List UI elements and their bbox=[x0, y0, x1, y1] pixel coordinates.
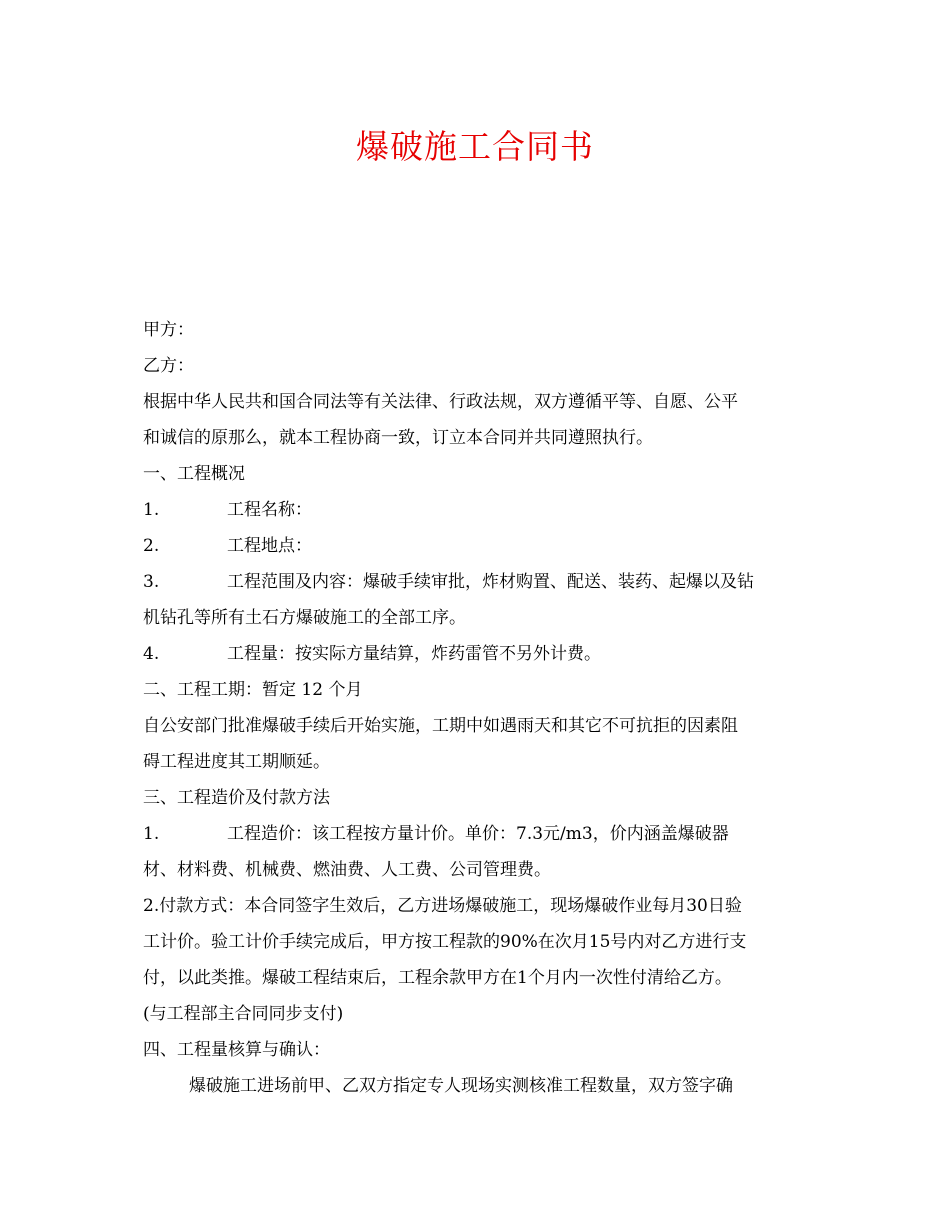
document-body bbox=[143, 312, 811, 1104]
line-text: 二、工程工期：暂定 12 个月 bbox=[143, 680, 363, 700]
line-text: 工计价。验工计价手续完成后，甲方按工程款的90%在次月15号内对乙方进行支 bbox=[143, 932, 747, 952]
line-text: 机钻孔等所有土石方爆破施工的全部工序。 bbox=[143, 608, 466, 628]
paragraph-line bbox=[143, 744, 811, 780]
line-text: 三、工程造价及付款方法 bbox=[143, 788, 330, 808]
document-title: 爆破施工合同书 bbox=[356, 127, 594, 166]
paragraph-line bbox=[143, 960, 811, 996]
paragraph-line bbox=[143, 384, 811, 420]
line-text: 工程名称： bbox=[227, 500, 312, 520]
paragraph-line bbox=[143, 564, 811, 600]
item-number: 2. bbox=[143, 536, 160, 556]
paragraph-line bbox=[143, 528, 811, 564]
line-text: 根据中华人民共和国合同法等有关法律、行政法规，双方遵循平等、自愿、公平 bbox=[143, 392, 738, 412]
line-text: 工程造价：该工程按方量计价。单价：7.3元/m3，价内涵盖爆破器 bbox=[227, 824, 729, 844]
item-number: 1. bbox=[143, 500, 160, 520]
paragraph-line bbox=[143, 420, 811, 456]
line-text: 甲方： bbox=[143, 320, 194, 340]
line-text: 乙方： bbox=[143, 356, 194, 376]
paragraph-line bbox=[143, 852, 811, 888]
paragraph-line bbox=[143, 816, 811, 852]
item-number: 1. bbox=[143, 824, 160, 844]
line-text: 和诚信的原那么，就本工程协商一致，订立本合同并共同遵照执行。 bbox=[143, 428, 653, 448]
paragraph-line bbox=[143, 924, 811, 960]
line-text: (与工程部主合同同步支付) bbox=[143, 1004, 344, 1024]
paragraph-line bbox=[143, 1032, 811, 1068]
line-text: 付，以此类推。爆破工程结束后，工程余款甲方在1个月内一次性付清给乙方。 bbox=[143, 968, 732, 988]
line-text: 碍工程进度其工期顺延。 bbox=[143, 752, 330, 772]
line-text: 爆破施工进场前甲、乙双方指定专人现场实测核准工程数量，双方签字确 bbox=[189, 1076, 733, 1096]
paragraph-line bbox=[143, 312, 811, 348]
paragraph-line bbox=[143, 888, 811, 924]
paragraph-line bbox=[143, 348, 811, 384]
paragraph-line bbox=[143, 780, 811, 816]
line-text: 工程地点： bbox=[227, 536, 312, 556]
line-text: 一、工程概况 bbox=[143, 464, 245, 484]
item-number: 4. bbox=[143, 644, 160, 664]
paragraph-line bbox=[143, 456, 811, 492]
line-text: 工程量：按实际方量结算，炸药雷管不另外计费。 bbox=[227, 644, 601, 664]
paragraph-line bbox=[143, 636, 811, 672]
paragraph-line bbox=[143, 492, 811, 528]
item-number: 3. bbox=[143, 572, 160, 592]
paragraph-line bbox=[143, 600, 811, 636]
paragraph-line bbox=[143, 1068, 811, 1104]
line-text: 材、材料费、机械费、燃油费、人工费、公司管理费。 bbox=[143, 860, 551, 880]
line-text: 2.付款方式：本合同签字生效后，乙方进场爆破施工，现场爆破作业每月30日验 bbox=[143, 896, 742, 916]
paragraph-line bbox=[143, 996, 811, 1032]
line-text: 工程范围及内容：爆破手续审批，炸材购置、配送、装药、起爆以及钻 bbox=[227, 572, 754, 592]
paragraph-line bbox=[143, 672, 811, 708]
line-text: 自公安部门批准爆破手续后开始实施，工期中如遇雨天和其它不可抗拒的因素阻 bbox=[143, 716, 738, 736]
line-text: 四、工程量核算与确认： bbox=[143, 1040, 330, 1060]
paragraph-line bbox=[143, 708, 811, 744]
